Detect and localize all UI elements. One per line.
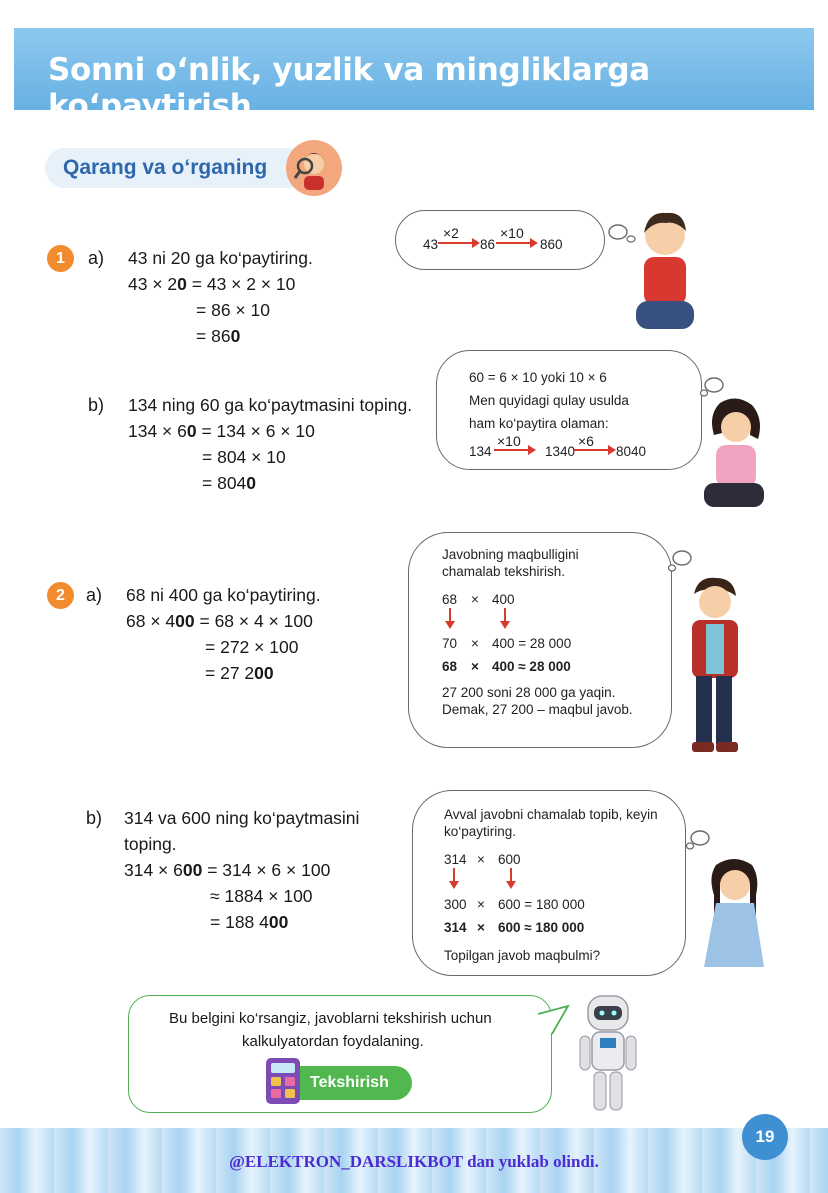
cloud1b-op1: ×10 <box>497 433 521 449</box>
cloud2a-r3b: 400 ≈ 28 000 <box>492 659 571 674</box>
ex2-b-prompt-line1: 314 va 600 ning ko‘paytmasini <box>124 808 360 828</box>
boy-jacket-character-illustration <box>684 576 744 761</box>
arrow-right-icon <box>438 236 480 255</box>
arrow-right-icon <box>496 236 538 255</box>
boy-character-illustration <box>630 205 700 350</box>
ex2-b-letter: b) <box>86 808 103 828</box>
cloud2a-r1op: × <box>471 592 479 607</box>
cloud2a-r3op: × <box>471 659 479 674</box>
ex1-b-line1: 134 × 60 = 134 × 6 × 10 <box>128 421 315 441</box>
ex2-a-line3: = 27 200 <box>205 663 274 683</box>
cloud1b-line2: Men quyidagi qulay usulda <box>469 393 629 408</box>
ex2-b-line2: ≈ 1884 × 100 <box>210 886 313 906</box>
cloud2b-r1b: 600 <box>498 852 521 867</box>
tip-line2: kalkulyatordan foydalaning. <box>242 1033 424 1050</box>
arrow-right-icon <box>494 443 536 462</box>
cloud2a-foot1: 27 200 soni 28 000 ga yaqin. <box>442 685 616 700</box>
cloud1b-n3: 8040 <box>616 444 647 459</box>
cloud2a-r2a: 70 <box>442 636 458 651</box>
exercise-2-badge: 2 <box>47 582 74 609</box>
cloud2a-r1a: 68 <box>442 592 458 607</box>
arrow-down-icon <box>443 608 457 635</box>
thought-bubbles <box>668 548 696 577</box>
cloud1b-op2: ×6 <box>578 433 594 449</box>
download-watermark: @ELEKTRON_DARSLIKBOT dan yuklab olindi. <box>229 1152 599 1171</box>
cloud1b-line1: 60 = 6 × 10 yoki 10 × 6 <box>469 370 607 385</box>
cloud2b-r2op: × <box>477 897 485 912</box>
girl-character-illustration <box>700 395 770 520</box>
section-label: Qarang va o‘rganing <box>63 156 268 179</box>
arrow-down-icon <box>504 868 518 895</box>
girl-braids-character-illustration <box>698 855 772 980</box>
ex1-b-letter: b) <box>88 395 105 415</box>
cloud2a-title1: Javobning maqbulligini <box>442 547 579 562</box>
cloud1b-n1: 134 <box>469 444 492 459</box>
cloud2a-r3a: 68 <box>442 659 458 674</box>
ex2-a-letter: a) <box>86 585 103 605</box>
cloud2a-r2op: × <box>471 636 479 651</box>
ex2-a-line2: = 272 × 100 <box>205 637 299 657</box>
page-title: Sonni o‘nlik, yuzlik va mingliklarga ko‘paytirish <box>48 52 650 124</box>
cloud2b-r2a: 300 <box>444 897 467 912</box>
arrow-down-icon <box>447 868 461 895</box>
calculator-icon <box>266 1058 300 1104</box>
cloud2b-r2b: 600 = 180 000 <box>498 897 585 912</box>
cloud2b-r3a: 314 <box>444 920 467 935</box>
ex2-b-prompt-line2: toping. <box>124 834 177 854</box>
cloud1a-op1: ×2 <box>443 225 459 241</box>
cloud2b-r3op: × <box>477 920 485 935</box>
thought-bubbles <box>608 222 636 249</box>
cloud1b-line3: ham ko‘paytira olaman: <box>469 416 609 431</box>
cloud2b-r1op: × <box>477 852 485 867</box>
tip-line1: Bu belgini ko‘rsangiz, javoblarni tekshirish uchun <box>169 1010 492 1027</box>
ex1-a-prompt: 43 ni 20 ga ko‘paytiring. <box>128 248 313 268</box>
ex2-a-prompt: 68 ni 400 ga ko‘paytiring. <box>126 585 321 605</box>
ex1-a-line2: = 86 × 10 <box>196 300 270 320</box>
tekshirish-button[interactable]: Tekshirish <box>294 1066 412 1100</box>
cloud2b-r3b: 600 ≈ 180 000 <box>498 920 585 935</box>
cloud1a-n1: 43 <box>423 237 439 252</box>
exercise-1-badge: 1 <box>47 245 74 272</box>
ex1-a-letter: a) <box>88 248 105 268</box>
magnifier-boy-icon <box>286 140 342 196</box>
cloud2a-r2b: 400 = 28 000 <box>492 636 572 651</box>
arrow-down-icon <box>498 608 512 635</box>
ex1-a-line1: 43 × 20 = 43 × 2 × 10 <box>128 274 296 294</box>
cloud2a-title2: chamalab tekshirish. <box>442 564 566 579</box>
ex2-b-line3: = 188 400 <box>210 912 289 932</box>
thought-bubbles <box>686 828 714 855</box>
cloud2a-r1b: 400 <box>492 592 515 607</box>
ex1-a-line3: = 860 <box>196 326 241 346</box>
ex2-b-line1: 314 × 600 = 314 × 6 × 100 <box>124 860 331 880</box>
ex1-b-prompt: 134 ning 60 ga ko‘paytmasini toping. <box>128 395 413 415</box>
ex1-b-line2: = 804 × 10 <box>202 447 286 467</box>
page-number: 19 <box>742 1114 788 1160</box>
arrow-right-icon <box>574 443 616 462</box>
cloud2b-title2: ko‘paytiring. <box>444 824 517 839</box>
cloud1a-n2: 86 <box>480 237 496 252</box>
cloud2b-title1: Avval javobni chamalab topib, keyin <box>444 807 658 822</box>
cloud1a-op2: ×10 <box>500 225 524 241</box>
cloud2b-foot: Topilgan javob maqbulmi? <box>444 948 601 963</box>
cloud1a-n3: 860 <box>540 237 563 252</box>
ex2-a-line1: 68 × 400 = 68 × 4 × 100 <box>126 611 313 631</box>
cloud1b-n2: 1340 <box>545 444 576 459</box>
cloud2a-foot2: Demak, 27 200 – maqbul javob. <box>442 702 633 717</box>
speech-tail <box>538 1004 578 1045</box>
ex1-b-line3: = 8040 <box>202 473 257 493</box>
cloud2b-r1a: 314 <box>444 852 467 867</box>
robot-illustration <box>576 992 640 1121</box>
